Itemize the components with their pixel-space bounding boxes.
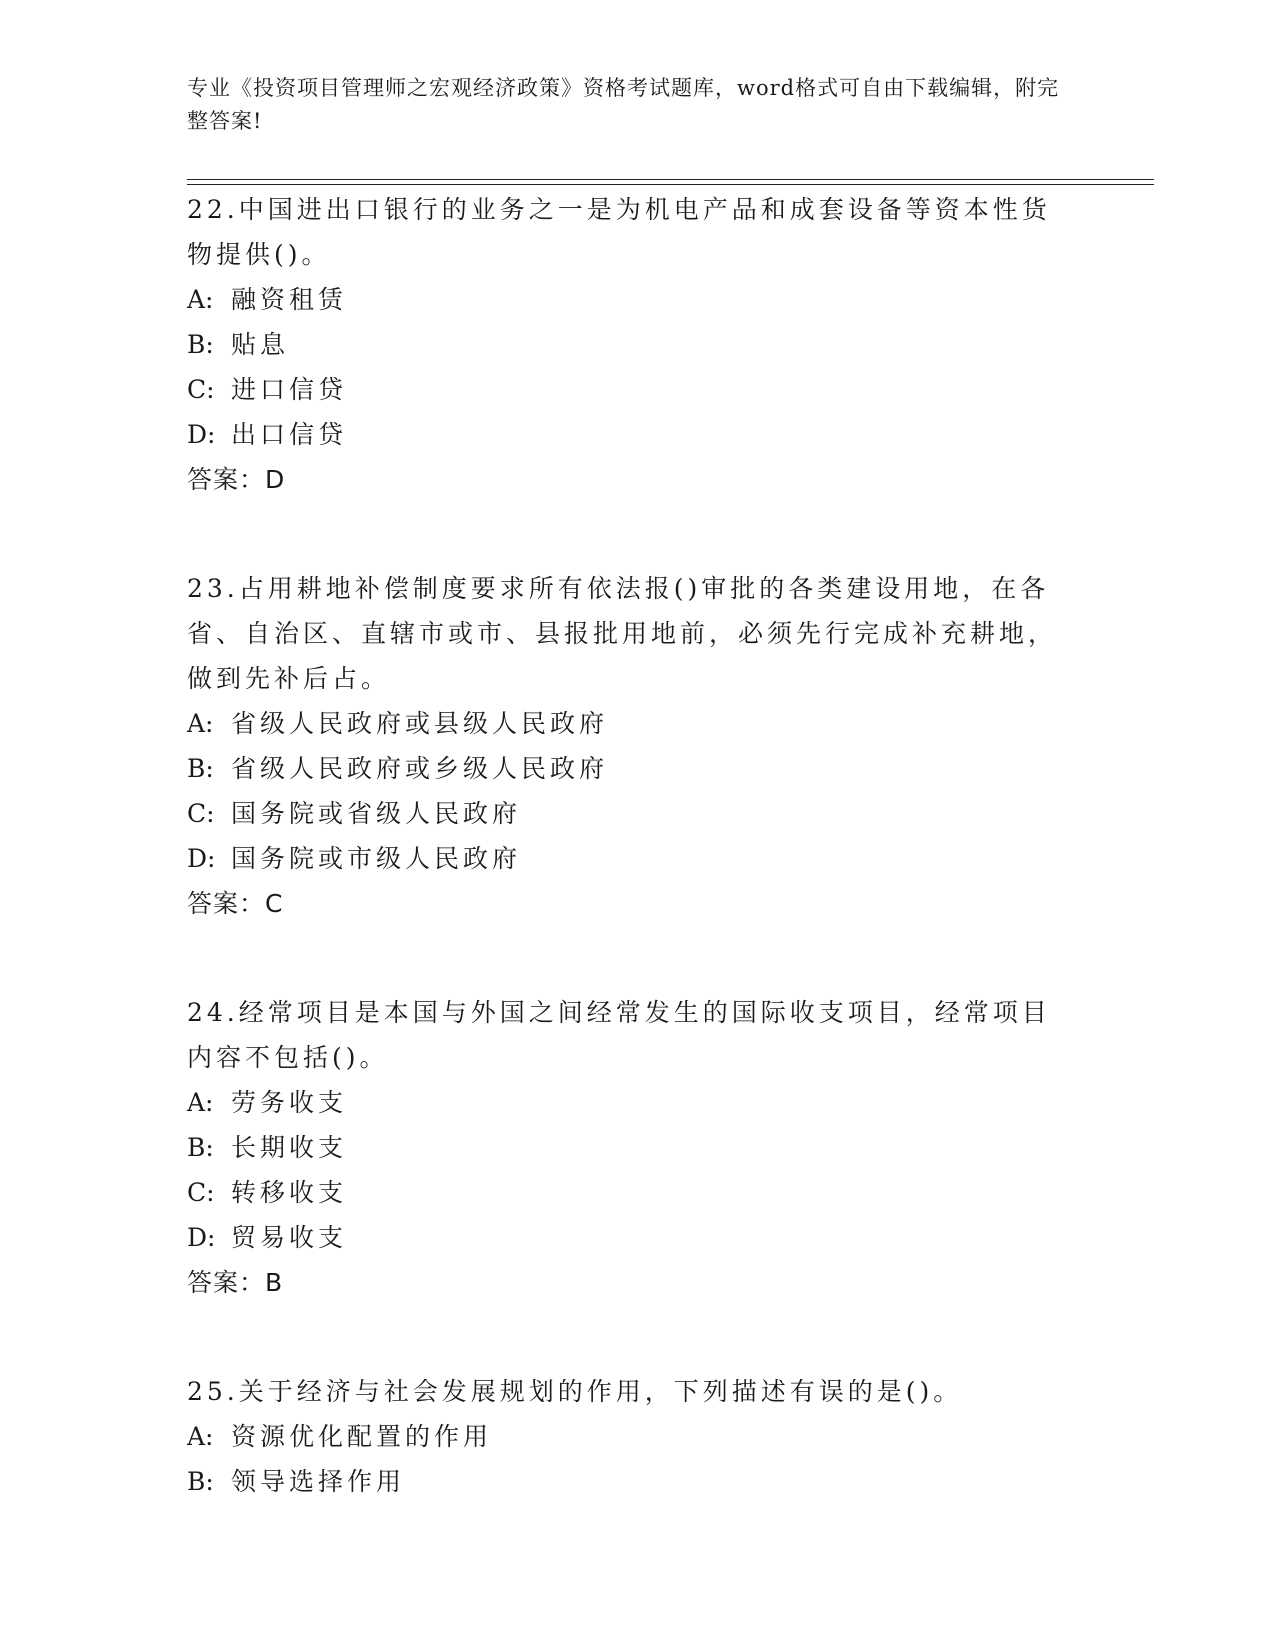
option-key: C: bbox=[187, 799, 215, 828]
spacer bbox=[187, 502, 1087, 547]
option-key: B: bbox=[187, 1133, 214, 1162]
option-c bbox=[187, 791, 1087, 836]
answer-line: 答案：C bbox=[187, 889, 284, 918]
question-22 bbox=[187, 187, 1087, 547]
spacer bbox=[187, 1305, 1087, 1350]
question-stem: 24.经常项目是本国与外国之间经常发生的国际收支项目，经常项目内容不包括()。 bbox=[187, 998, 1051, 1072]
question-25 bbox=[187, 1369, 1087, 1504]
option-b bbox=[187, 1459, 1087, 1504]
option-text: 长期收支 bbox=[231, 1133, 348, 1162]
answer-line: 答案：B bbox=[187, 1268, 284, 1297]
option-text: 国务院或市级人民政府 bbox=[231, 844, 522, 873]
option-text: 出口信贷 bbox=[231, 420, 348, 449]
option-text: 贸易收支 bbox=[231, 1223, 348, 1252]
option-key: D: bbox=[187, 420, 216, 449]
question-list bbox=[187, 187, 1087, 1523]
option-text: 省级人民政府或乡级人民政府 bbox=[231, 754, 609, 783]
option-c bbox=[187, 1170, 1087, 1215]
option-key: D: bbox=[187, 1223, 216, 1252]
option-key: B: bbox=[187, 754, 214, 783]
option-a bbox=[187, 701, 1087, 746]
option-text: 资源优化配置的作用 bbox=[231, 1422, 493, 1451]
option-text: 转移收支 bbox=[231, 1178, 348, 1207]
option-text: 国务院或省级人民政府 bbox=[231, 799, 522, 828]
document-header-text: 专业《投资项目管理师之宏观经济政策》资格考试题库，word格式可自由下载编辑，附完整答案! bbox=[187, 76, 1060, 133]
question-24 bbox=[187, 990, 1087, 1350]
option-a bbox=[187, 1080, 1087, 1125]
question-stem: 22.中国进出口银行的业务之一是为机电产品和成套设备等资本性货物提供()。 bbox=[187, 195, 1051, 269]
option-c bbox=[187, 367, 1087, 412]
option-d bbox=[187, 836, 1087, 881]
header-divider-bottom bbox=[187, 184, 1154, 185]
option-a bbox=[187, 277, 1087, 322]
option-d bbox=[187, 1215, 1087, 1260]
option-text: 贴息 bbox=[231, 330, 290, 359]
option-key: A: bbox=[187, 1422, 214, 1451]
spacer bbox=[187, 926, 1087, 971]
option-key: C: bbox=[187, 1178, 215, 1207]
option-d bbox=[187, 412, 1087, 457]
option-text: 领导选择作用 bbox=[231, 1467, 406, 1496]
question-stem: 25.关于经济与社会发展规划的作用，下列描述有误的是()。 bbox=[187, 1377, 963, 1406]
option-key: D: bbox=[187, 844, 216, 873]
option-text: 省级人民政府或县级人民政府 bbox=[231, 709, 609, 738]
option-text: 融资租赁 bbox=[231, 285, 348, 314]
option-key: A: bbox=[187, 285, 214, 314]
option-text: 劳务收支 bbox=[231, 1088, 348, 1117]
option-b bbox=[187, 746, 1087, 791]
option-key: B: bbox=[187, 330, 214, 359]
option-key: A: bbox=[187, 1088, 214, 1117]
option-key: A: bbox=[187, 709, 214, 738]
option-text: 进口信贷 bbox=[231, 375, 348, 404]
question-23 bbox=[187, 566, 1087, 971]
option-key: B: bbox=[187, 1467, 214, 1496]
option-key: C: bbox=[187, 375, 215, 404]
option-a bbox=[187, 1414, 1087, 1459]
header-divider-top bbox=[187, 179, 1154, 180]
option-b bbox=[187, 322, 1087, 367]
question-stem: 23.占用耕地补偿制度要求所有依法报()审批的各类建设用地，在各省、自治区、直辖市或市、县报批用地前，必须先行完成补充耕地，做到先补后占。 bbox=[187, 574, 1058, 693]
answer-line: 答案：D bbox=[187, 465, 286, 494]
option-b bbox=[187, 1125, 1087, 1170]
